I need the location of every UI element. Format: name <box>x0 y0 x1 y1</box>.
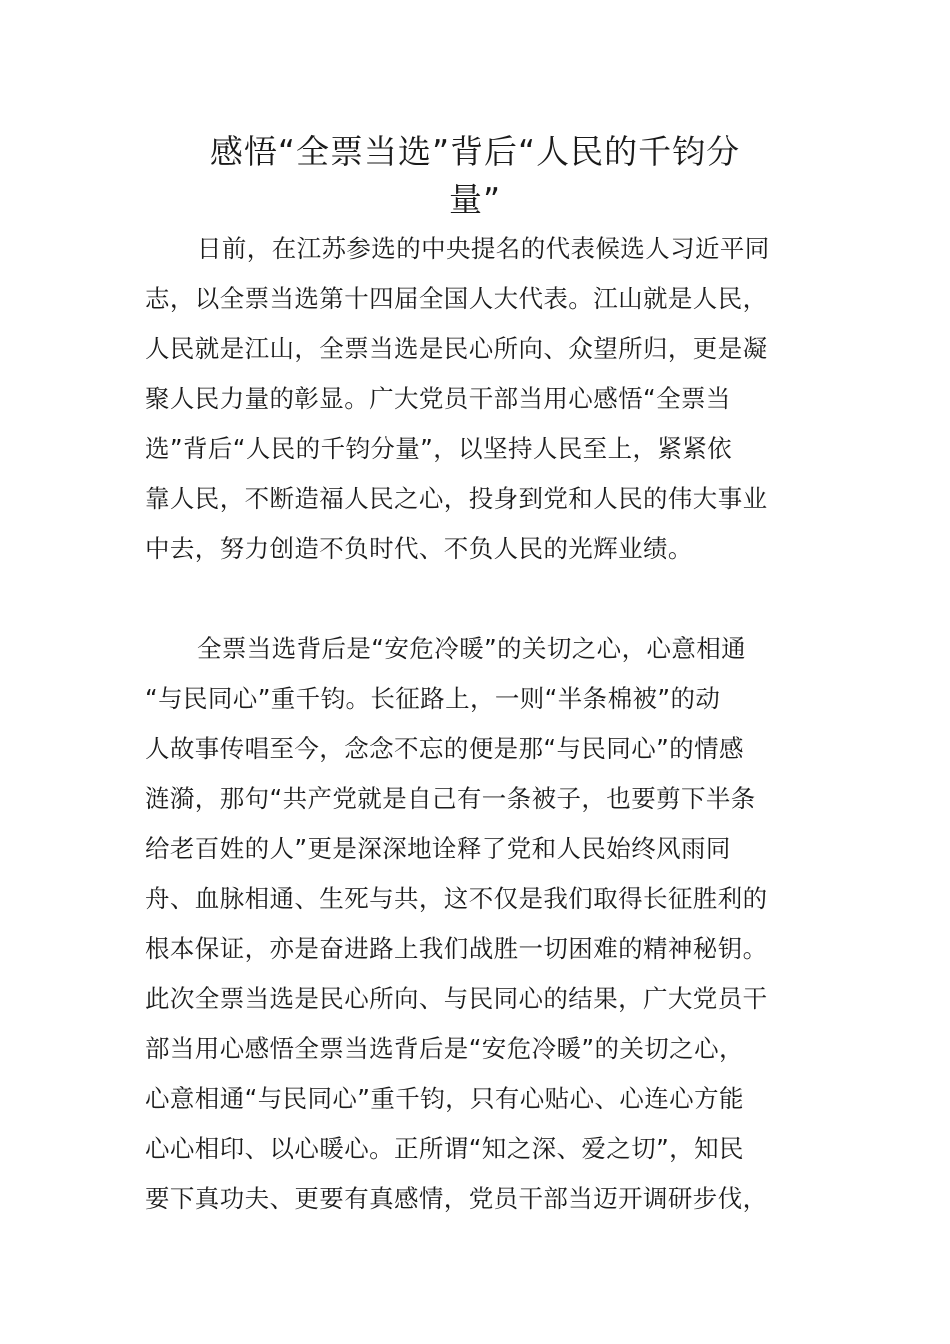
text-line: 舟、血脉相通、生死与共，这不仅是我们取得长征胜利的 <box>145 884 768 913</box>
text-line: 选”背后“人民的千钧分量”，以坚持人民至上，紧紧依 <box>145 434 733 463</box>
paragraph <box>145 224 810 574</box>
text-line: 根本保证，亦是奋进路上我们战胜一切困难的精神秘钥。 <box>145 934 768 963</box>
text-line: 人民就是江山，全票当选是民心所向、众望所归，更是凝 <box>145 334 768 363</box>
title-line: 感悟“全票当选”背后“人民的千钧分 <box>209 132 741 171</box>
document-body <box>145 224 810 1224</box>
text-line: 靠人民，不断造福人民之心，投身到党和人民的伟大事业 <box>145 484 768 513</box>
paragraph-gap <box>145 574 810 624</box>
paragraph <box>145 624 810 1224</box>
text-line: 日前，在江苏参选的中央提名的代表候选人习近平同 <box>197 234 770 263</box>
text-line: 心心相印、以心暖心。正所谓“知之深、爱之切”，知民 <box>145 1134 744 1163</box>
document-title <box>140 128 810 224</box>
text-line: 涟漪，那句“共产党就是自己有一条被子，也要剪下半条 <box>145 784 756 813</box>
text-line: 此次全票当选是民心所向、与民同心的结果，广大党员干 <box>145 984 768 1013</box>
text-line: 志，以全票当选第十四届全国人大代表。江山就是人民， <box>145 284 768 313</box>
text-line: 要下真功夫、更要有真感情，党员干部当迈开调研步伐， <box>145 1184 768 1213</box>
text-line: 聚人民力量的彰显。广大党员干部当用心感悟“全票当 <box>145 384 731 413</box>
text-line: 中去，努力创造不负时代、不负人民的光辉业绩。 <box>145 534 693 563</box>
text-line: 心意相通“与民同心”重千钧，只有心贴心、心连心方能 <box>145 1084 744 1113</box>
text-line: 部当用心感悟全票当选背后是“安危冷暖”的关切之心， <box>145 1034 744 1063</box>
text-line: 给老百姓的人”更是深深地诠释了党和人民始终风雨同 <box>145 834 731 863</box>
text-line: 人故事传唱至今，念念不忘的便是那“与民同心”的情感 <box>145 734 744 763</box>
title-line: 量” <box>448 180 502 219</box>
text-line: “与民同心”重千钧。长征路上，一则“半条棉被”的动 <box>145 684 721 713</box>
text-line: 全票当选背后是“安危冷暖”的关切之心，心意相通 <box>197 634 747 663</box>
